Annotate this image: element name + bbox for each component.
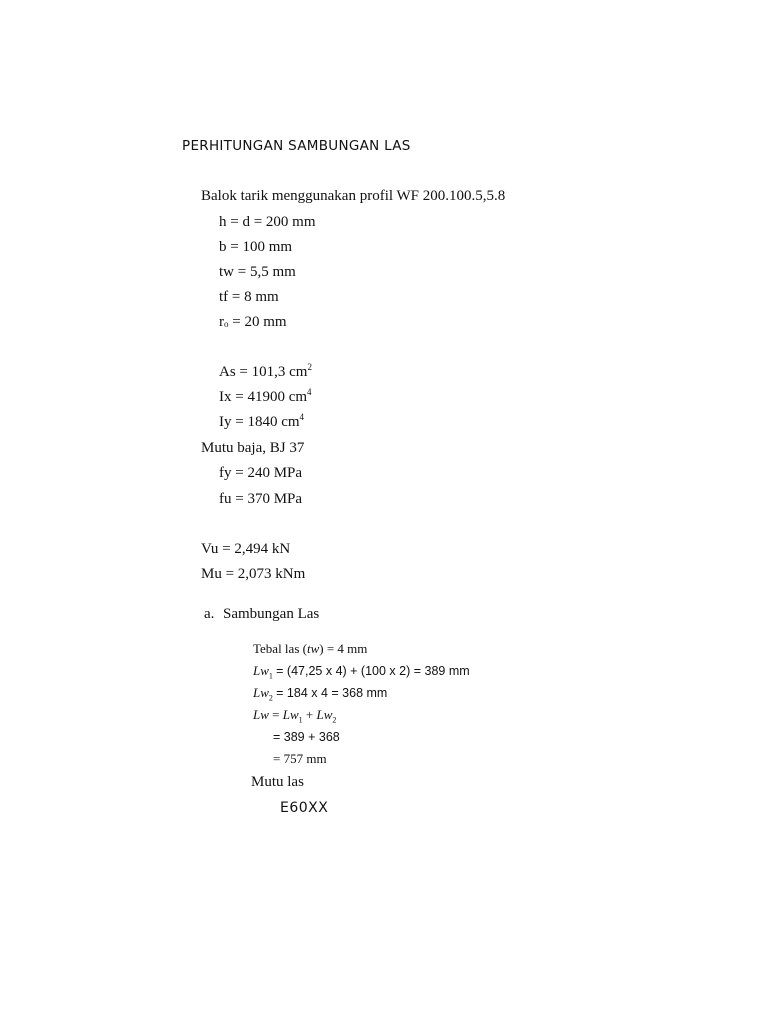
- ix-text: Ix = 41900 cm: [219, 389, 308, 405]
- page-title: PERHITUNGAN SAMBUNGAN LAS: [182, 138, 411, 154]
- weld-electrode: E60XX: [280, 800, 329, 816]
- lw1-var: Lw: [253, 663, 269, 678]
- lw-term1-subscript: 1: [298, 715, 303, 725]
- lw-term1-var: Lw: [282, 707, 299, 722]
- weld-lw-total-formula: [253, 706, 336, 724]
- thickness-value: ) = 4 mm: [319, 641, 368, 656]
- profile-tw: tw = 5,5 mm: [219, 264, 296, 280]
- iy-exponent: 4: [299, 412, 305, 422]
- lw2-var: Lw: [253, 685, 269, 700]
- weld-thickness: [253, 640, 367, 658]
- as-exponent: 2: [307, 362, 312, 372]
- lw-var: Lw: [253, 707, 269, 722]
- weld-lw1: [253, 662, 470, 680]
- lw-term2-subscript: 2: [332, 715, 337, 725]
- profile-b: b = 100 mm: [219, 239, 293, 255]
- weld-lw-result: = 757 mm: [273, 751, 327, 766]
- profile-h-d: h = d = 200 mm: [219, 214, 316, 230]
- iy-text: Iy = 1840 cm: [219, 414, 300, 430]
- lw-term2-var: Lw: [316, 707, 333, 722]
- as-text: As = 101,3 cm: [219, 364, 308, 380]
- r-subscript: o: [224, 319, 229, 329]
- weld-lw-sum: = 389 + 368: [273, 730, 340, 744]
- thickness-label: Tebal las (: [253, 641, 307, 656]
- steel-fy: fy = 240 MPa: [219, 465, 303, 481]
- section-ix: [219, 388, 312, 406]
- lw2-subscript: 2: [268, 693, 273, 703]
- lw-equals: =: [272, 707, 280, 722]
- thickness-var: tw: [306, 641, 320, 656]
- lw-plus: +: [305, 707, 314, 722]
- r-symbol: r: [219, 314, 224, 330]
- profile-r: [219, 313, 287, 333]
- weld-heading: Sambungan Las: [223, 606, 320, 622]
- intro-text: Balok tarik menggunakan profil WF 200.100.5,5.8: [201, 188, 506, 204]
- steel-grade: Mutu baja, BJ 37: [201, 440, 305, 456]
- profile-tf: tf = 8 mm: [219, 289, 279, 305]
- section-iy: [219, 413, 304, 431]
- load-vu: Vu = 2,494 kN: [201, 541, 291, 557]
- steel-fu: fu = 370 MPa: [219, 491, 303, 507]
- weld-lw2: [253, 684, 387, 702]
- weld-quality-label: Mutu las: [251, 774, 304, 790]
- lw2-expression: = 184 x 4 = 368 mm: [276, 686, 388, 700]
- weld-heading-number: a.: [204, 606, 215, 622]
- section-as: [219, 363, 312, 381]
- r-value: = 20 mm: [228, 314, 287, 330]
- lw1-subscript: 1: [268, 671, 273, 681]
- load-mu: Mu = 2,073 kNm: [201, 566, 306, 582]
- lw1-expression: = (47,25 x 4) + (100 x 2) = 389 mm: [276, 664, 470, 678]
- ix-exponent: 4: [307, 387, 312, 397]
